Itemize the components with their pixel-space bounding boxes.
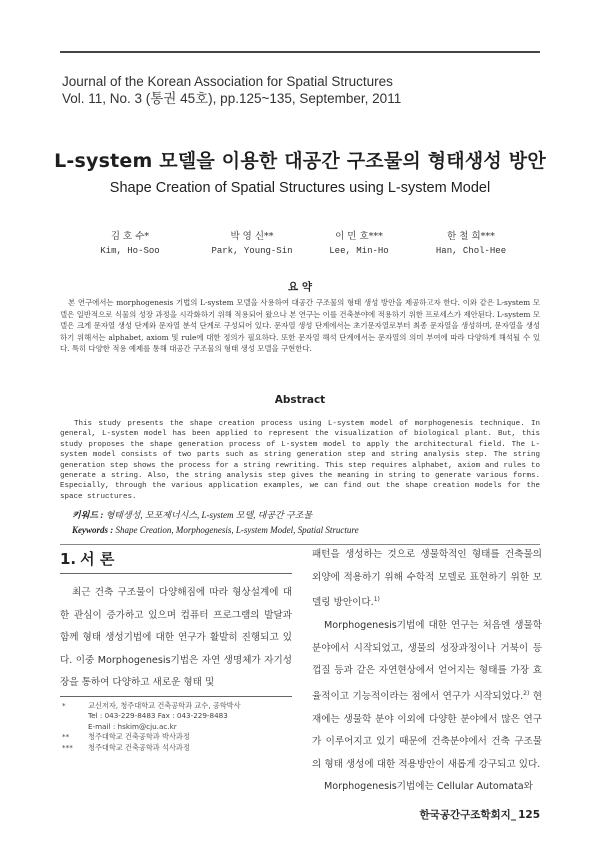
paragraph-text: 패턴을 생성하는 것으로 생물학적인 형태를 건축물의 외양에 적용하기 위해 수학적 모델로 표현하기 위한 모델링 방안이다. bbox=[312, 549, 542, 609]
english-abstract-heading: Abstract bbox=[274, 394, 326, 406]
author-list bbox=[60, 229, 540, 259]
footnote-divider bbox=[60, 696, 292, 697]
morphogenesis-paragraph bbox=[312, 615, 542, 776]
footnote-line: E-mail : hskim@cju.ac.kr bbox=[88, 721, 177, 731]
footer-journal-name: 한국공간구조학회지_ bbox=[419, 809, 517, 821]
keywords-english-text: Shape Creation, Morphogenesis, L-system Model, Spatial Structure bbox=[115, 525, 359, 535]
section-number: 1. bbox=[60, 550, 77, 568]
english-abstract-text: This study presents the shape creation process using L-system model of morphogenesis technique. In general, L-system model has been applied to represent the visualization of biological plant. But, this study proposes the shape generation process of L-system model to apply the architectural field. The L-system model consists of two parts such as string generation step and string analysis step. The string generation step shows the process for a string rewriting. This step requires alphabet, axiom and rules to generate a string. Also, the string analysis step gives the meaning in string to generate various forms. Especially, through the various application examples, we can find out the shape creation models for the space structures. bbox=[60, 420, 540, 501]
top-rule bbox=[60, 51, 540, 53]
page-number: 125 bbox=[518, 809, 540, 821]
footnote bbox=[62, 743, 294, 753]
footnote bbox=[62, 732, 294, 742]
keywords-english bbox=[72, 523, 542, 538]
footnote-line: 교신저자, 청주대학교 건축공학과 교수, 공학박사 bbox=[88, 701, 241, 710]
footnote-line: Tel : 043-229-8483 Fax : 043-229-8483 bbox=[88, 711, 228, 721]
keywords-english-label: Keywords : bbox=[72, 525, 114, 535]
korean-abstract-text: 본 연구에서는 morphogenesis 기법의 L-system 모델을 사용하여 대공간 구조물의 형태 생성 방안을 제공하고자 한다. 이와 같은 L-system 모델은 일반적으로 식물의 성장 과정을 시각화하기 위해 적용되어 왔으나 본 연구는 이를 건축분야에 적용하기 위한 프로세스가 제안된다. L-system 모델은 크게 문자열 생성 단계와 문자열 분석 단계로 구성되어 있다. 문자열 생성 단계에서는 초기문자열로부터 최종 문자열을 생성하며, 문자열을 생성하기 위해서는 alphabet, axiom 및 rule에 대한 정의가 필요하다. 또한 문자열 해석 단계에서는 문자열의 의미 부여에 따라 다양하게 해석될 수 있다. 특히 다양한 적용 예제를 통해 대공간 구조물의 형태 생성 모델을 구현한다. bbox=[60, 298, 540, 354]
footnote-mark: * bbox=[62, 701, 66, 710]
footnote-line: 청주대학교 건축공학과 석사과정 bbox=[88, 742, 190, 752]
keywords-korean bbox=[72, 508, 542, 523]
keywords-korean-text: 형태생성, 모포제너시스, L-system 모델, 대공간 구조물 bbox=[105, 510, 313, 520]
intro-paragraph-continued bbox=[312, 544, 542, 615]
methods-paragraph: Morphogenesis기법에는 Cellular Automata와 bbox=[324, 781, 533, 793]
footnote-mark: ** bbox=[62, 732, 70, 742]
author-name-korean: 박 영 신** bbox=[230, 231, 274, 242]
footnote bbox=[62, 701, 294, 732]
paragraph-text: Morphogenesis기법에 대한 연구는 처음엔 생물학 분야에서 시작되었고, 생물의 성장과정이나 거북이 등껍질 등과 같은 자연현상에서 얻어지는 형태를 가장 효율적이고 기능적이라는 점에서 연구가 시작되었다. bbox=[312, 619, 542, 702]
page-footer bbox=[420, 807, 540, 822]
author-name-korean: 한 철 희*** bbox=[447, 231, 495, 242]
footnote-mark: *** bbox=[62, 742, 73, 752]
journal-name: Journal of the Korean Association for Spatial Structures bbox=[62, 74, 393, 89]
journal-issue: Vol. 11, No. 3 (통권 45호), pp.125~135, September, 2011 bbox=[62, 91, 402, 106]
journal-header bbox=[62, 73, 542, 107]
author-name-korean: 이 민 호*** bbox=[335, 231, 383, 242]
author-name-english: Park, Young-Sin bbox=[211, 246, 293, 256]
footnotes bbox=[62, 701, 294, 753]
section-title: 서 론 bbox=[80, 550, 115, 568]
left-column bbox=[60, 582, 292, 695]
section-heading bbox=[60, 548, 114, 569]
footnote-line: 청주대학교 건축공학과 박사과정 bbox=[88, 732, 190, 742]
author-name-english: Lee, Min-Ho bbox=[329, 246, 389, 256]
korean-abstract-heading: 요 약 bbox=[288, 281, 312, 293]
reference-marker: 1) bbox=[373, 596, 380, 604]
author bbox=[304, 229, 414, 259]
author bbox=[197, 229, 307, 259]
reference-marker: 2) bbox=[523, 689, 530, 697]
author-name-korean: 김 호 수* bbox=[110, 231, 150, 242]
keywords bbox=[72, 508, 542, 538]
author-name-english: Han, Chol-Hee bbox=[435, 246, 507, 256]
right-column bbox=[312, 544, 542, 799]
author-name-english: Kim, Ho-Soo bbox=[100, 246, 160, 256]
author bbox=[75, 229, 185, 259]
paper-title-korean: L-system 모델을 이용한 대공간 구조물의 형태생성 방안 bbox=[54, 150, 546, 172]
author bbox=[416, 229, 526, 259]
paragraph-text: 현재에는 생물학 분야 이외에 다양한 분야에서 많은 연구가 이루어지고 있기 때문에 건축분야에서 건축 구조물의 형태 생성에 대한 적용방안이 새롭게 강구되고 있다. bbox=[312, 690, 542, 770]
keywords-korean-label: 키워드 : bbox=[72, 510, 104, 520]
section-heading-underline bbox=[60, 573, 292, 574]
intro-paragraph: 최근 건축 구조물이 다양해짐에 따라 형상설계에 대한 관심이 증가하고 있으며 컴퓨터 프로그램의 발달과 함께 형태 생성기법에 대한 연구가 활발히 진행되고 있다. 이중 Morphogenesis기법은 자연 생명체가 자기성장을 통하여 다양하고 새로운 형태 및 bbox=[60, 587, 292, 689]
paper-title-english: Shape Creation of Spatial Structures using L-system Model bbox=[109, 180, 491, 196]
